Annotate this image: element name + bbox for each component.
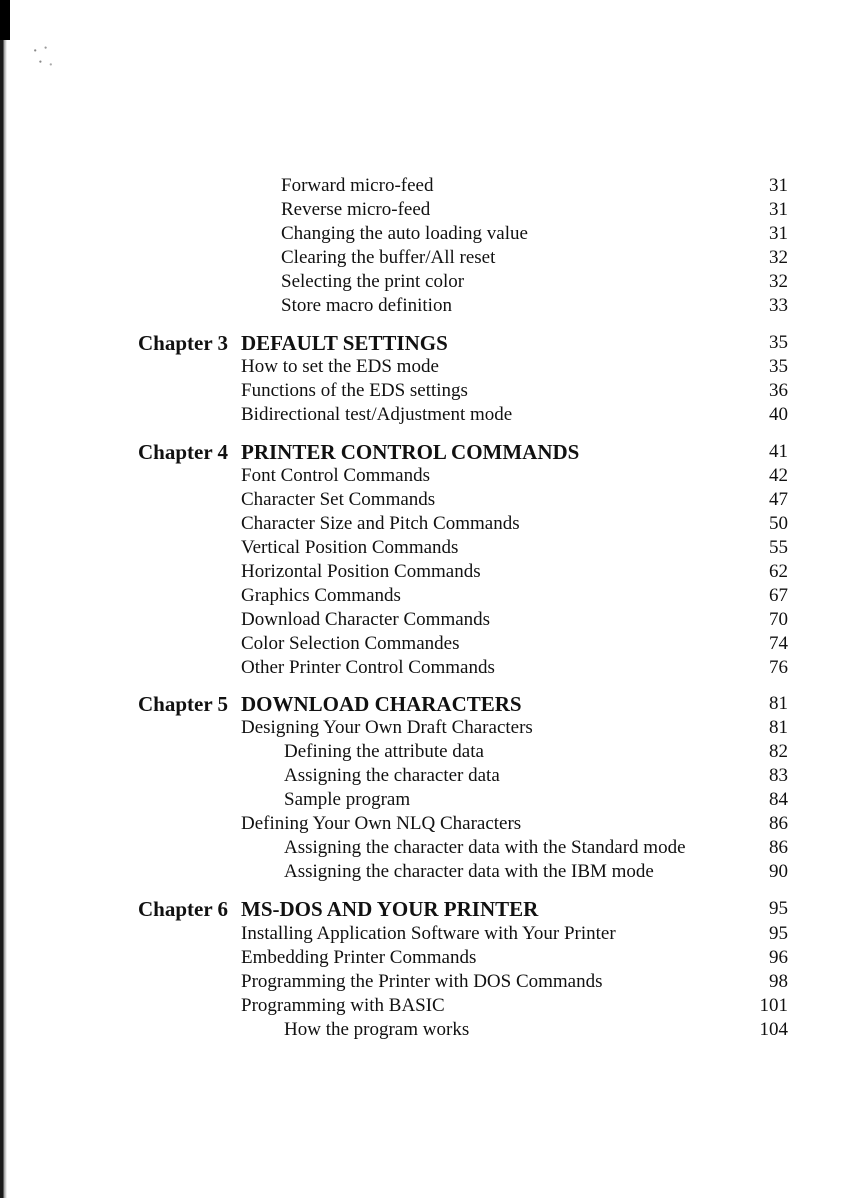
- toc-entry[interactable]: [0, 488, 848, 512]
- toc-entry-page: 74: [769, 633, 788, 654]
- toc-entry-page: 86: [769, 813, 788, 834]
- toc-entry-page: 31: [769, 199, 788, 220]
- chapter-heading[interactable]: [0, 897, 848, 921]
- toc-entry-title: Changing the auto loading value: [281, 223, 528, 244]
- toc-entry[interactable]: [0, 860, 848, 884]
- toc-entry-title: Bidirectional test/Adjustment mode: [241, 404, 513, 425]
- scan-edge-mark: [0, 0, 10, 40]
- toc-entry-title: Embedding Printer Commands: [241, 947, 477, 968]
- toc-entry-page: 32: [769, 247, 788, 268]
- toc-entry-title: Color Selection Commandes: [241, 633, 460, 654]
- toc-entry-page: 101: [759, 995, 788, 1016]
- toc-entry[interactable]: [0, 355, 848, 379]
- chapter-label: Chapter 3: [138, 331, 229, 355]
- toc-entry-title: Selecting the print color: [281, 271, 465, 292]
- toc-entry[interactable]: [0, 560, 848, 584]
- chapter-page: 35: [769, 332, 788, 353]
- toc-entry[interactable]: [0, 970, 848, 994]
- toc-entry[interactable]: [0, 403, 848, 427]
- toc-entry[interactable]: [0, 740, 848, 764]
- toc-entry-page: 31: [769, 223, 788, 244]
- toc-entry[interactable]: [0, 198, 848, 222]
- toc-entry-title: How the program works: [284, 1019, 470, 1040]
- toc-entry[interactable]: [0, 512, 848, 536]
- toc-entry-title: Assigning the character data with the Standard mode: [284, 837, 686, 858]
- toc-entry-title: How to set the EDS mode: [241, 356, 439, 377]
- chapter-title: PRINTER CONTROL COMMANDS: [241, 440, 580, 464]
- toc-entry-page: 62: [769, 561, 788, 582]
- toc-entry-page: 32: [769, 271, 788, 292]
- toc-entry[interactable]: [0, 536, 848, 560]
- toc-entry-page: 33: [769, 295, 788, 316]
- toc-entry-page: 42: [769, 465, 788, 486]
- toc-entry[interactable]: [0, 584, 848, 608]
- toc-entry-title: Character Size and Pitch Commands: [241, 513, 520, 534]
- toc-entry[interactable]: [0, 222, 848, 246]
- chapter-heading[interactable]: [0, 331, 848, 355]
- toc-entry[interactable]: [0, 836, 848, 860]
- toc-entry[interactable]: [0, 716, 848, 740]
- toc-entry-title: Vertical Position Commands: [241, 537, 459, 558]
- toc-entry-page: 67: [769, 585, 788, 606]
- toc-entry-page: 55: [769, 537, 788, 558]
- chapter-label: Chapter 4: [138, 440, 229, 464]
- toc-entry-page: 35: [769, 356, 788, 377]
- toc-entry-title: Forward micro-feed: [281, 175, 434, 196]
- toc-entry-page: 31: [769, 175, 788, 196]
- toc-entry-title: Reverse micro-feed: [281, 199, 431, 220]
- toc-entry[interactable]: [0, 174, 848, 198]
- toc-entry-page: 96: [769, 947, 788, 968]
- chapter-title: MS-DOS AND YOUR PRINTER: [241, 897, 539, 921]
- toc-entry-title: Download Character Commands: [241, 609, 491, 630]
- toc-entry-title: Sample program: [284, 789, 411, 810]
- toc-entry-title: Font Control Commands: [241, 465, 430, 486]
- toc-entry-title: Installing Application Software with Your Printer: [241, 923, 616, 944]
- chapter-page: 41: [769, 441, 788, 462]
- chapter-label: Chapter 5: [138, 692, 229, 716]
- toc-entry-page: 84: [769, 789, 788, 810]
- toc-entry-page: 40: [769, 404, 788, 425]
- toc-entry-page: 83: [769, 765, 788, 786]
- toc-entry[interactable]: [0, 922, 848, 946]
- toc-entry-title: Assigning the character data: [284, 765, 500, 786]
- toc-entry[interactable]: [0, 270, 848, 294]
- toc-entry-page: 70: [769, 609, 788, 630]
- chapter-page: 95: [769, 898, 788, 919]
- toc-entry-title: Defining Your Own NLQ Characters: [241, 813, 522, 834]
- chapter-heading[interactable]: [0, 440, 848, 464]
- toc-entry[interactable]: [0, 812, 848, 836]
- toc-entry-title: Store macro definition: [281, 295, 452, 316]
- toc-entry[interactable]: [0, 656, 848, 680]
- chapter-title: DOWNLOAD CHARACTERS: [241, 692, 522, 716]
- chapter-label: Chapter 6: [138, 897, 229, 921]
- toc-entry-page: 76: [769, 657, 788, 678]
- toc-entry-page: 47: [769, 489, 788, 510]
- toc-entry[interactable]: [0, 608, 848, 632]
- toc-entry-page: 86: [769, 837, 788, 858]
- toc-entry-title: Programming the Printer with DOS Commands: [241, 971, 603, 992]
- toc-entry-page: 81: [769, 717, 788, 738]
- toc-entry-title: Programming with BASIC: [241, 995, 445, 1016]
- toc-entry-page: 36: [769, 380, 788, 401]
- toc-entry-page: 82: [769, 741, 788, 762]
- toc-entry-page: 98: [769, 971, 788, 992]
- toc-entry-title: Designing Your Own Draft Characters: [241, 717, 533, 738]
- toc-entry-title: Horizontal Position Commands: [241, 561, 481, 582]
- toc-entry[interactable]: [0, 946, 848, 970]
- toc-entry-title: Other Printer Control Commands: [241, 657, 495, 678]
- toc-entry-page: 95: [769, 923, 788, 944]
- toc-entry-page: 104: [759, 1019, 788, 1040]
- toc-entry-title: Functions of the EDS settings: [241, 380, 468, 401]
- toc-entry-page: 90: [769, 861, 788, 882]
- toc-entry[interactable]: [0, 379, 848, 403]
- toc-entry[interactable]: [0, 1018, 848, 1042]
- toc-entry[interactable]: [0, 246, 848, 270]
- toc-entry-page: 50: [769, 513, 788, 534]
- toc-entry-title: Defining the attribute data: [284, 741, 484, 762]
- toc-entry-title: Assigning the character data with the IBM mode: [284, 861, 654, 882]
- chapter-page: 81: [769, 693, 788, 714]
- chapter-title: DEFAULT SETTINGS: [241, 331, 448, 355]
- toc-entry[interactable]: [0, 464, 848, 488]
- toc-entry[interactable]: [0, 632, 848, 656]
- toc-entry[interactable]: [0, 294, 848, 318]
- scan-specks: [30, 42, 56, 70]
- toc-entry-title: Character Set Commands: [241, 489, 436, 510]
- chapter-heading[interactable]: [0, 692, 848, 716]
- toc-entry[interactable]: [0, 788, 848, 812]
- toc-entry[interactable]: [0, 994, 848, 1018]
- toc-entry-title: Clearing the buffer/All reset: [281, 247, 496, 268]
- toc-entry-title: Graphics Commands: [241, 585, 401, 606]
- toc-entry[interactable]: [0, 764, 848, 788]
